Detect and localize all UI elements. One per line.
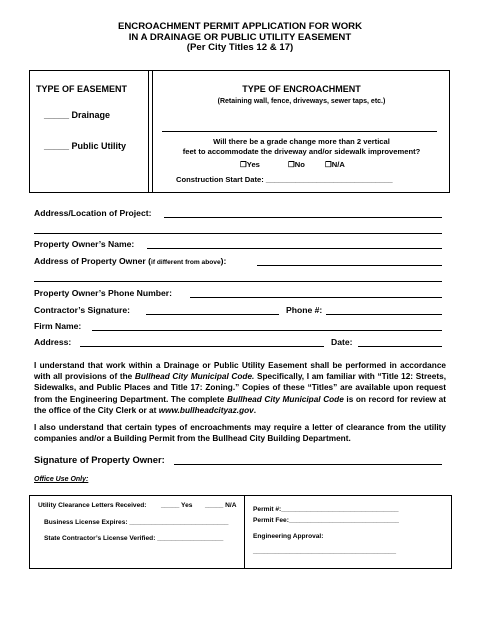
construction-start-date-field[interactable]: Construction Start Date: ______________________________ bbox=[176, 175, 393, 184]
title-line-3: (Per City Titles 12 & 17) bbox=[186, 42, 294, 53]
office-use-divider bbox=[244, 495, 245, 569]
municipal-code-reference: Bullhead City Municipal Code. bbox=[134, 372, 255, 382]
grade-question-line-1: Will there be a grade change more than 2 vertical bbox=[213, 137, 390, 146]
paragraph1-text-2: Specifically, I am familiar with “Title 12: Streets, Sidewalks, and Public Places and Title 17: Zoning.” Copies of these “Titles” are available upon request from the Engineering Department. The complete bbox=[34, 372, 446, 404]
owner-signature-line[interactable] bbox=[174, 464, 442, 465]
utility-clearance-label: Utility Clearance Letters Received: bbox=[38, 502, 147, 509]
phone-label: Phone #: bbox=[286, 305, 323, 315]
firm-name-label: Firm Name: bbox=[34, 321, 82, 331]
owner-address-label bbox=[34, 256, 226, 266]
title-line-2: IN A DRAINAGE OR PUBLIC UTILITY EASEMENT bbox=[128, 31, 352, 43]
grade-question-line-2: feet to accommodate the driveway and/or sidewalk improvement? bbox=[182, 147, 421, 156]
encroachment-subheading: (Retaining wall, fence, driveways, sewer taps, etc.) bbox=[217, 98, 386, 105]
state-license-field[interactable]: State Contractor’s License Verified: __________________ bbox=[44, 535, 224, 542]
paragraph1-text-1: I understand that work within a Drainage or Public Utility Easement shall be performed in accordance with all provisions of the bbox=[34, 361, 446, 382]
grade-option-no[interactable]: ❒No bbox=[288, 160, 305, 169]
contractor-signature-line[interactable] bbox=[146, 314, 279, 315]
owner-signature-label: Signature of Property Owner: bbox=[34, 454, 165, 465]
date-line[interactable] bbox=[358, 346, 442, 347]
acknowledgement-paragraph bbox=[34, 360, 446, 416]
engineering-approval-label: Engineering Approval: bbox=[253, 533, 324, 540]
owner-phone-line[interactable] bbox=[190, 297, 442, 298]
permit-number-field[interactable]: Permit #:________________________________ bbox=[253, 506, 399, 513]
owner-address-note: if different from above bbox=[151, 259, 221, 266]
address-location-line-2[interactable] bbox=[34, 233, 442, 234]
owner-address-line-2[interactable] bbox=[34, 281, 442, 282]
date-label: Date: bbox=[331, 337, 353, 347]
clearance-paragraph: I also understand that certain types of encroachments may require a letter of clearance from the utility companies and/or a Building Permit from the Bullhead City Building Department. bbox=[34, 423, 446, 444]
city-website-link[interactable]: www.bullheadcityaz.gov bbox=[158, 405, 254, 415]
owner-name-line[interactable] bbox=[147, 248, 442, 249]
title-line-1: ENCROACHMENT PERMIT APPLICATION FOR WORK bbox=[117, 21, 363, 32]
firm-name-line[interactable] bbox=[92, 330, 442, 331]
address-label: Address: bbox=[34, 337, 72, 347]
engineering-approval-line[interactable]: _______________________________________ bbox=[253, 548, 397, 555]
office-use-heading: Office Use Only: bbox=[34, 476, 89, 483]
encroachment-type-line[interactable] bbox=[162, 131, 437, 132]
grade-option-yes[interactable]: ❒Yes bbox=[240, 160, 260, 169]
municipal-code-reference-2: Bullhead City Municipal Code bbox=[226, 394, 344, 404]
paragraph1-text-4: . bbox=[253, 405, 257, 415]
easement-heading: TYPE OF EASEMENT bbox=[36, 84, 128, 94]
owner-phone-label: Property Owner’s Phone Number: bbox=[34, 288, 173, 298]
utility-clearance-na[interactable]: _____ N/A bbox=[205, 502, 237, 509]
grade-option-na[interactable]: ❒N/A bbox=[325, 160, 345, 169]
phone-line[interactable] bbox=[326, 314, 442, 315]
owner-address-line[interactable] bbox=[257, 265, 442, 266]
address-location-line[interactable] bbox=[164, 217, 442, 218]
utility-clearance-yes[interactable]: _____ Yes bbox=[161, 502, 193, 509]
document-title bbox=[0, 22, 480, 54]
owner-address-label-end: ): bbox=[220, 256, 227, 266]
encroachment-heading: TYPE OF ENCROACHMENT bbox=[242, 84, 361, 94]
business-license-field[interactable]: Business License Expires: ___________________________ bbox=[44, 519, 229, 526]
permit-fee-field[interactable]: Permit Fee:______________________________ bbox=[253, 517, 399, 524]
owner-name-label: Property Owner’s Name: bbox=[34, 239, 135, 249]
easement-public-utility-option[interactable]: _____ Public Utility bbox=[44, 141, 127, 151]
address-location-label: Address/Location of Project: bbox=[34, 208, 152, 218]
easement-drainage-option[interactable]: _____ Drainage bbox=[44, 110, 111, 120]
owner-address-label-text: Address of Property Owner ( bbox=[34, 256, 151, 266]
contractor-signature-label: Contractor’s Signature: bbox=[34, 305, 130, 315]
paragraph1-text-3: is on record for review at the office of the City Clerk or at bbox=[34, 394, 447, 415]
address-line[interactable] bbox=[80, 346, 324, 347]
